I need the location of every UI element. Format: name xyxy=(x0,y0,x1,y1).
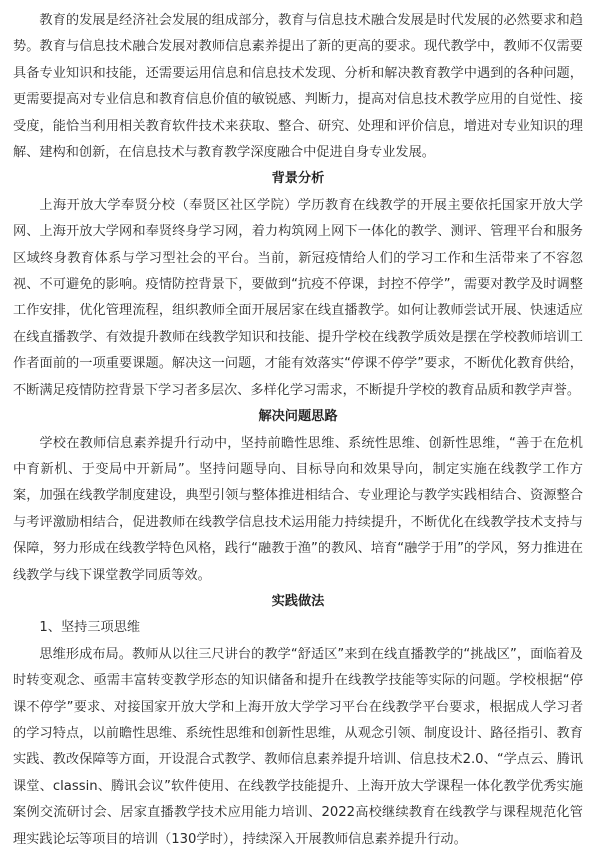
section-heading-background: 背景分析 xyxy=(271,171,325,187)
section-heading-approach: 解决问题思路 xyxy=(258,409,338,425)
section-heading-practice: 实践做法 xyxy=(271,593,325,609)
approach-paragraph: 学校在教师信息素养提升行动中，坚持前瞻性思维、系统性思维、创新性思维，“善于在危机中育新机、于变局中开新局”。坚持问题导向、目标导向和效果导向，制定实施在线教学工作方案，加强在线教学制度建设，典型引领与整体推进相结合、专业理论与教学实践相结合、资源整合与考评激励相结合，促进教师在线教学信息技术运用能力持续提升，不断优化在线教学技术支持与保障，努力形成在线教学特色风格，践行“融教于渔”的教风、培育“融学于用”的学风，努力推进在线教学与线下课堂教学同质等效。 xyxy=(13,435,583,583)
practice-paragraph: 思维形成布局。教师从以往三尺讲台的教学“舒适区”来到在线直播教学的“挑战区”，面临着及时转变观念、亟需丰富转变教学形态的知识储备和提升在线教学技能等实际的问题。学校根据“停课不停学”要求、对接国家开放大学和上海开放大学学习平台在线教学平台要求，根据成人学习者的学习特点，以前瞻性思维、系统性思维和创新性思维，从观念引领、制度设计、路径指引、教育实践、教改保障等方面，开设混合式教学、教师信息素养提升培训、信息技术2.0、“学点云、腾讯课堂、classin、腾讯会议”软件使用、在线教学技能提升、上海开放大学课程一体化教学优秀实施案例交流研讨会、居家直播教学技术应用能力培训、2022高校继续教育在线教学与课程规范化管理实践论坛等项目的培训（130学时），持续深入开展教师信息素养提升行动。 xyxy=(13,646,583,847)
practice-item-title: 1、坚持三项思维 xyxy=(39,620,141,636)
intro-paragraph: 教育的发展是经济社会发展的组成部分，教育与信息技术融合发展是时代发展的必然要求和趋势。教育与信息技术融合发展对教师信息素养提出了新的更高的要求。现代教学中，教师不仅需要具备专业知识和技能，还需要运用信息和信息技术发现、分析和解决教育教学中遇到的各种问题，更需要提高对专业信息和教育信息价值的敏锐感、判断力，提高对信息技术教学应用的自觉性、接受度，能恰当利用相关教育软件技术来获取、整合、研究、处理和评价信息，增进对专业知识的理解、建构和创新，在信息技术与教育教学深度融合中促进自身专业发展。 xyxy=(13,13,583,161)
background-paragraph: 上海开放大学奉贤分校（奉贤区社区学院）学历教育在线教学的开展主要依托国家开放大学网、上海开放大学网和奉贤终身学习网，着力构筑网上网下一体化的教学、测评、管理平台和服务区域终身教育体系与学习型社会的平台。当前，新冠疫情给人们的学习工作和生活带来了不容忽视、不可避免的影响。疫情防控背景下，要做到“抗疫不停课，封控不停学”，需要对教学及时调整工作安排，优化管理流程，组织教师全面开展居家在线直播教学。如何让教师尝试开展、快速适应在线直播教学、有效提升教师在线教学知识和技能、提升学校在线教学质效是摆在学校教师培训工作者面前的一项重要课题。解决这一问题，才能有效落实“停课不停学”要求，不断优化教育供给，不断满足疫情防控背景下学习者多层次、多样化学习需求，不断提升学校的教育品质和教学声誉。 xyxy=(13,197,583,398)
